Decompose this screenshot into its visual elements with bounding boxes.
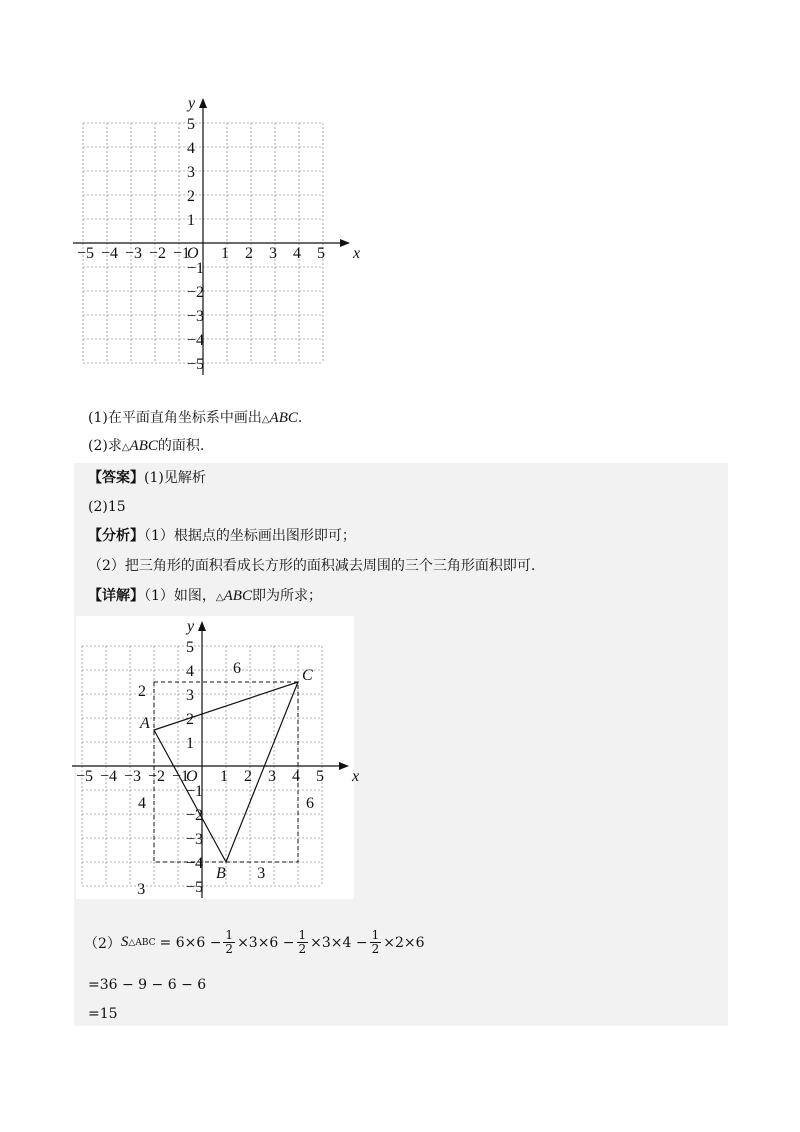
solution-figure <box>76 616 360 899</box>
question-2-suffix: 的面积. <box>157 438 205 454</box>
side-length-label: 2 <box>138 683 146 700</box>
answer-section <box>74 463 728 1026</box>
triangle-symbol: △ <box>215 592 224 603</box>
side-length-label: 6 <box>306 795 314 812</box>
analysis-tag: 【分析】 <box>88 528 144 544</box>
y-tick-label: −2 <box>186 807 204 824</box>
x-tick-label: 2 <box>244 768 252 785</box>
denominator: 2 <box>298 942 307 956</box>
y-tick-label: −1 <box>187 260 205 277</box>
analysis-1: （1）根据点的坐标画出图形即可； <box>144 528 356 544</box>
y-tick-label: 5 <box>187 116 195 133</box>
question-1-text: (1)在平面直角坐标系中画出 <box>88 410 262 426</box>
vertex-label-c: C <box>302 667 313 684</box>
y-tick-label: 3 <box>187 164 195 181</box>
y-tick-label: −3 <box>187 308 205 325</box>
area-formula <box>84 929 425 956</box>
denominator: 2 <box>225 942 234 956</box>
question-2 <box>88 437 204 457</box>
question-1 <box>88 409 302 429</box>
x-tick-label: 3 <box>269 245 277 262</box>
y-tick-label: −1 <box>186 783 204 800</box>
origin-label: O <box>187 245 199 262</box>
y-tick-label: 1 <box>187 212 195 229</box>
triangle-name: ABC <box>269 410 298 426</box>
coordinate-grid-blank <box>77 90 361 380</box>
vertex-label-a: A <box>140 715 150 732</box>
y-tick-label: −2 <box>187 284 205 301</box>
x-axis-label: x <box>353 245 361 262</box>
y-tick-label: 4 <box>187 140 195 157</box>
x-tick-label: −1 <box>172 768 190 785</box>
triangle-name: ABC <box>129 438 158 454</box>
fraction-half <box>297 929 309 956</box>
formula-prefix: （2） <box>84 935 121 952</box>
y-tick-label: 3 <box>186 687 194 704</box>
side-length-label: 3 <box>137 881 146 898</box>
detail-1-suffix: 即为所求； <box>251 588 322 604</box>
triangle-name: ABC <box>223 588 252 604</box>
formula-term: = 6×6 − <box>159 934 222 951</box>
x-tick-label: −2 <box>148 768 166 785</box>
x-tick-label: 2 <box>245 245 253 262</box>
x-axis-label: x <box>352 768 360 785</box>
x-tick-label: −5 <box>76 768 94 785</box>
triangle-symbol: △ <box>261 414 270 425</box>
y-tick-label: 4 <box>186 663 194 680</box>
y-tick-label: −3 <box>186 831 204 848</box>
y-tick-label: −5 <box>186 879 204 896</box>
x-tick-label: 5 <box>317 245 325 262</box>
formula-term: ×2×6 <box>383 934 425 951</box>
formula-term: ×3×4 − <box>310 934 368 951</box>
y-tick-label: −5 <box>187 356 205 373</box>
y-axis-arrow <box>198 621 206 631</box>
x-tick-label: 1 <box>220 768 228 785</box>
fraction-half <box>223 929 235 956</box>
question-2-text: (2)求 <box>88 438 122 454</box>
origin-label: O <box>186 768 198 785</box>
side-length-label: 4 <box>138 795 146 812</box>
x-tick-label: −3 <box>124 768 142 785</box>
vertex-label-b: B <box>216 865 226 882</box>
formula-term: ×3×6 − <box>237 934 295 951</box>
answer-tag: 【答案】 <box>88 470 144 486</box>
answer-1: (1)见解析 <box>144 470 206 486</box>
x-axis-arrow <box>339 762 349 770</box>
y-tick-label: −4 <box>186 855 204 872</box>
x-axis-arrow <box>340 239 350 247</box>
x-tick-label: 1 <box>221 245 229 262</box>
denominator: 2 <box>371 942 380 956</box>
numerator: 1 <box>298 928 307 942</box>
x-tick-label: 3 <box>268 768 276 785</box>
side-length-label: 3 <box>257 865 266 882</box>
y-axis-arrow <box>199 98 207 108</box>
x-tick-label: −1 <box>173 245 191 262</box>
x-tick-label: −4 <box>100 768 118 785</box>
fraction-half <box>370 929 382 956</box>
analysis-line-2: （2）把三角形的面积看成长方形的面积减去周围的三个三角形面积即可. <box>88 558 536 574</box>
numerator: 1 <box>225 928 234 942</box>
x-tick-label: 4 <box>292 768 300 785</box>
x-tick-label: −5 <box>77 245 95 262</box>
y-tick-label: 5 <box>186 639 194 656</box>
detail-line-1 <box>88 587 322 607</box>
analysis-line-1 <box>88 527 356 545</box>
formula-line-2: =36 − 9 − 6 − 6 <box>88 977 207 993</box>
y-tick-label: −4 <box>187 332 205 349</box>
formula-line-3: =15 <box>88 1006 118 1022</box>
y-tick-label: 1 <box>186 735 194 752</box>
x-tick-label: −3 <box>125 245 143 262</box>
x-tick-label: −2 <box>149 245 167 262</box>
y-tick-label: 2 <box>187 188 195 205</box>
detail-1-prefix: （1）如图， <box>144 588 216 604</box>
x-tick-label: −4 <box>101 245 119 262</box>
detail-tag: 【详解】 <box>88 588 144 604</box>
triangle-symbol: △ <box>121 442 130 453</box>
answer-line <box>88 469 206 487</box>
period: . <box>297 410 303 426</box>
y-axis-label: y <box>188 95 196 112</box>
x-tick-label: 4 <box>293 245 301 262</box>
y-tick-label: 2 <box>186 711 194 728</box>
numerator: 1 <box>371 928 380 942</box>
x-tick-label: 5 <box>316 768 324 785</box>
side-length-label: 6 <box>233 660 241 677</box>
y-axis-label: y <box>187 618 195 635</box>
area-symbol: S <box>120 934 129 950</box>
answer-2: (2)15 <box>88 499 126 515</box>
area-subscript: △ABC <box>128 937 156 948</box>
